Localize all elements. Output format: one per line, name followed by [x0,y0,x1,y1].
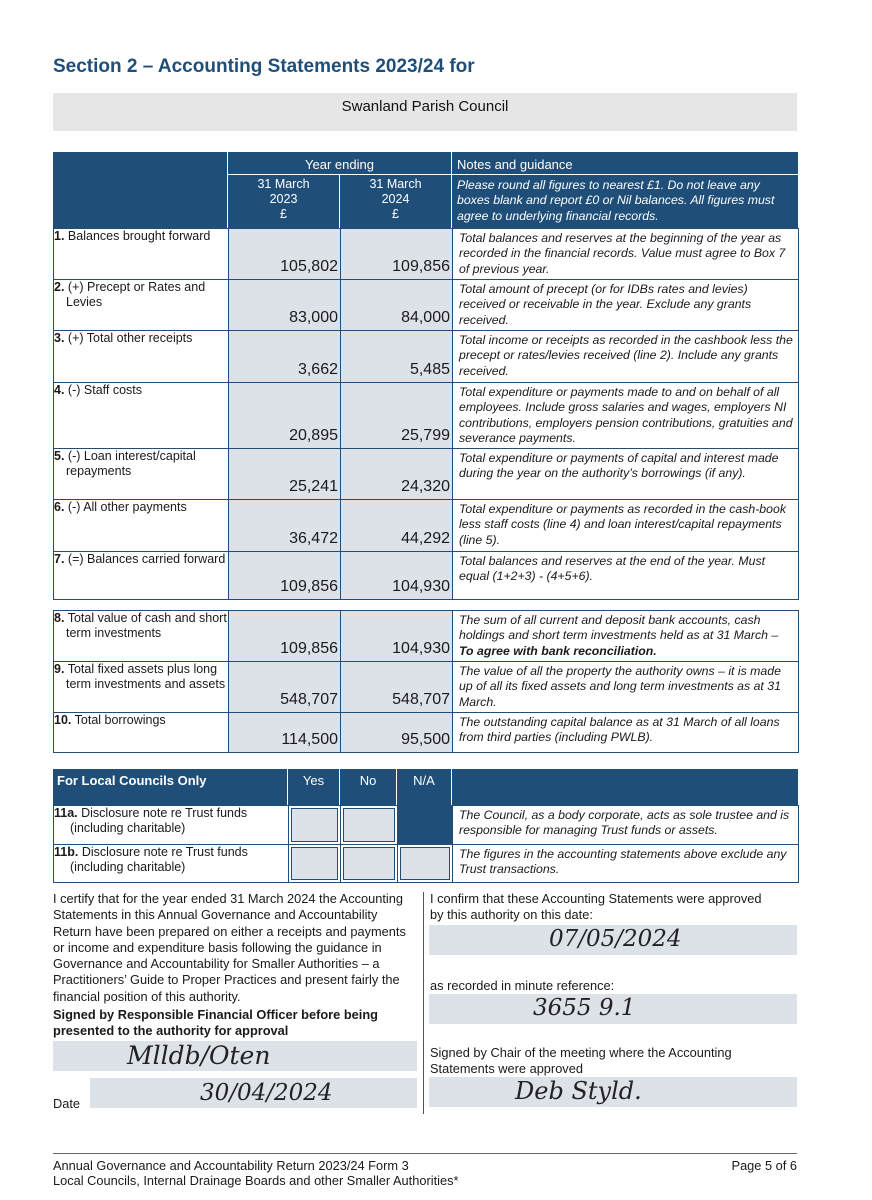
local-councils-title: For Local Councils Only [57,773,207,788]
value-2024[interactable]: 5,485 [341,331,453,383]
approval-date-field[interactable] [429,925,797,955]
trust-funds-table: 11a. Disclosure note re Trust funds (including charitable) The Council, as a body corporate, acts as sole trustee and is responsible for managing Trust funds or assets. 11b. Disclosure note re Trust funds (including charitable) The figures in the accounting statements above exclude any Trust transactions. [53,805,799,883]
col-2023-header: 31 March 2023 £ [257,177,310,221]
row-note: Total expenditure or payments made to and on behalf of all employees. Include gross salaries and wages, employers NI contributions, employers pension contributions, gratuities and severance payments. [453,383,799,449]
table-row: 7. (=) Balances carried forward 109,856 104,930 Total balances and reserves at the end of the year. Must equal (1+2+3) - (4+5+6). [54,552,799,600]
chair-signed-label: Signed by Chair of the meeting where the Accounting Statements were approved [430,1045,732,1077]
chair-signature-field[interactable] [429,1077,797,1107]
row-label: (=) Balances carried forward [67,552,226,566]
row-11b-na-checkbox[interactable] [400,847,450,880]
chair-signature: Deb Styld. [515,1077,642,1105]
row-note: Total balances and reserves at the end of the year. Must equal (1+2+3) - (4+5+6). [453,552,799,600]
value-2023[interactable]: 109,856 [229,611,341,662]
row-note: The value of all the property the authority owns – it is made up of all its fixed assets and long term investments as at 31 March. [453,662,799,713]
row-11b-no-checkbox[interactable] [343,847,395,880]
authority-name-field [53,93,797,131]
row-11b-label: Disclosure note re Trust funds (including charitable) [70,845,248,874]
value-2024[interactable]: 24,320 [341,449,453,500]
row-note: Total income or receipts as recorded in the cashbook less the precept or rates/levies received (line 2). Include any grants received. [453,331,799,383]
row-11a-yes-checkbox[interactable] [291,808,338,842]
row-note: Total expenditure or payments of capital and interest made during the year on the authority’s borrowings (if any). [453,449,799,500]
table-row: 4. (-) Staff costs 20,895 25,799 Total expenditure or payments made to and on behalf of all employees. Include gross salaries and wages, employers NI contributions, employers pension contributions, gratuities and severance payments. [54,383,799,449]
row-label: Total fixed assets plus long term investments and assets [66,662,226,691]
minute-reference-label: as recorded in minute reference: [430,978,615,993]
accounting-statements-table [53,228,799,600]
rfo-signature: Mlldb/Oten [127,1041,271,1070]
value-2023[interactable]: 114,500 [229,713,341,753]
rfo-date-field[interactable] [90,1078,417,1108]
no-header: No [359,773,377,788]
assets-table [53,610,799,753]
value-2024[interactable]: 109,856 [341,229,453,280]
rfo-date-label: Date [53,1096,81,1111]
row-label: (+) Total other receipts [67,331,193,345]
rfo-certification: I certify that for the year ended 31 March 2024 the Accounting Statements in this Annual Governance and Accountability Return have been prepared on either a receipts and payments or income and expenditure basis following the guidance in Governance and Accountability for Smaller Authorities – a Practitioners’ Guide to Proper Practices and present fairly the financial position of this authority. [53,891,406,1004]
yes-header: Yes [302,773,325,788]
row-label: (-) Staff costs [67,383,143,397]
rfo-signed-label: Signed by Responsible Financial Officer before being presented to the authority for approval [53,1007,378,1039]
row-11a-label: Disclosure note re Trust funds (including charitable) [70,806,248,835]
value-2024[interactable]: 95,500 [341,713,453,753]
row-11a-na-cell [398,806,453,845]
page-number: Page 5 of 6 [731,1158,797,1173]
row-note: The sum of all current and deposit bank accounts, cash holdings and short term investments held as at 31 March – To agree with bank reconciliation. [453,611,799,662]
value-2024[interactable]: 44,292 [341,500,453,552]
row-11b-note: The figures in the accounting statements above exclude any Trust transactions. [453,845,799,883]
row-note-emphasis: To agree with bank reconciliation. [459,643,657,658]
table-row: 8. Total value of cash and short term investments 109,856 104,930 The sum of all current and deposit bank accounts, cash holdings and short term investments held as at 31 March – To agree with bank reconciliation. [54,611,799,662]
table-row: 10. Total borrowings 114,500 95,500 The outstanding capital balance as at 31 March of all loans from third parties (including PWLB). [54,713,799,753]
value-2023[interactable]: 36,472 [229,500,341,552]
authority-name: Swanland Parish Council [341,98,509,115]
section-title: Section 2 – Accounting Statements 2023/24 for [53,56,475,77]
approval-confirmation: I confirm that these Accounting Statements were approved by this authority on this date: [430,891,762,923]
minute-reference-value: 3655 9.1 [533,995,636,1021]
table-row: 9. Total fixed assets plus long term investments and assets 548,707 548,707 The value of all the property the authority owns – it is made up of all its fixed assets and long term investments as at 31 March. [54,662,799,713]
row-note: Total expenditure or payments as recorded in the cash-book less staff costs (line 4) and loan interest/capital repayments (line 5). [453,500,799,552]
value-2024[interactable]: 104,930 [341,611,453,662]
col-2024-header: 31 March 2024 £ [369,177,422,221]
table-row: 2. (+) Precept or Rates and Levies 83,000 84,000 Total amount of precept (or for IDBs rates and levies) received or receivable in the year. Exclude any grants received. [54,280,799,331]
row-note: Total balances and reserves at the beginning of the year as recorded in the financial records. Value must agree to Box 7 of previous year. [453,229,799,280]
value-2024[interactable]: 104,930 [341,552,453,600]
row-label: Total borrowings [74,713,166,727]
value-2023[interactable]: 548,707 [229,662,341,713]
year-ending-label: Year ending [305,157,374,172]
value-2023[interactable]: 3,662 [229,331,341,383]
value-2023[interactable]: 83,000 [229,280,341,331]
row-11a-no-checkbox[interactable] [343,808,395,842]
table-row: 6. (-) All other payments 36,472 44,292 Total expenditure or payments as recorded in the cash-book less staff costs (line 4) and loan interest/capital repayments (line 5). [54,500,799,552]
footer-line1: Annual Governance and Accountability Return 2023/24 Form 3 [53,1158,409,1173]
row-label: Total value of cash and short term investments [66,611,227,640]
row-11a-note: The Council, as a body corporate, acts as sole trustee and is responsible for managing Trust funds or assets. [453,806,799,845]
row-11b-yes-checkbox[interactable] [291,847,338,880]
approval-date-value: 07/05/2024 [549,926,682,952]
value-2023[interactable]: 20,895 [229,383,341,449]
notes-intro: Please round all figures to nearest £1. Do not leave any boxes blank and report £0 or Nil balances. All figures must agree to underlying financial records. [457,178,775,223]
value-2024[interactable]: 548,707 [341,662,453,713]
notes-header: Notes and guidance [457,157,573,172]
minute-reference-field[interactable] [429,994,797,1024]
value-2024[interactable]: 25,799 [341,383,453,449]
table-row: 1. Balances brought forward 105,802 109,856 Total balances and reserves at the beginning of the year as recorded in the financial records. Value must agree to Box 7 of previous year. [54,229,799,280]
row-label: (-) Loan interest/capital repayments [66,449,196,478]
na-header: N/A [413,773,435,788]
rfo-signature-field[interactable] [53,1041,417,1071]
footer-line2: Local Councils, Internal Drainage Boards and other Smaller Authorities* [53,1173,459,1188]
value-2023[interactable]: 105,802 [229,229,341,280]
row-note: Total amount of precept (or for IDBs rates and levies) received or receivable in the year. Exclude any grants received. [453,280,799,331]
value-2023[interactable]: 109,856 [229,552,341,600]
value-2024[interactable]: 84,000 [341,280,453,331]
rfo-date-value: 30/04/2024 [200,1080,333,1106]
table-row: 5. (-) Loan interest/capital repayments 25,241 24,320 Total expenditure or payments of capital and interest made during the year on the authority’s borrowings (if any). [54,449,799,500]
table-row: 3. (+) Total other receipts 3,662 5,485 Total income or receipts as recorded in the cashbook less the precept or rates/levies received (line 2). Include any grants received. [54,331,799,383]
local-councils-header [53,769,798,805]
row-label: (-) All other payments [67,500,187,514]
row-note: The outstanding capital balance as at 31 March of all loans from third parties (including PWLB). [453,713,799,753]
value-2023[interactable]: 25,241 [229,449,341,500]
row-label: (+) Precept or Rates and Levies [66,280,206,309]
table-header [53,152,798,228]
row-label: Balances brought forward [67,229,211,243]
